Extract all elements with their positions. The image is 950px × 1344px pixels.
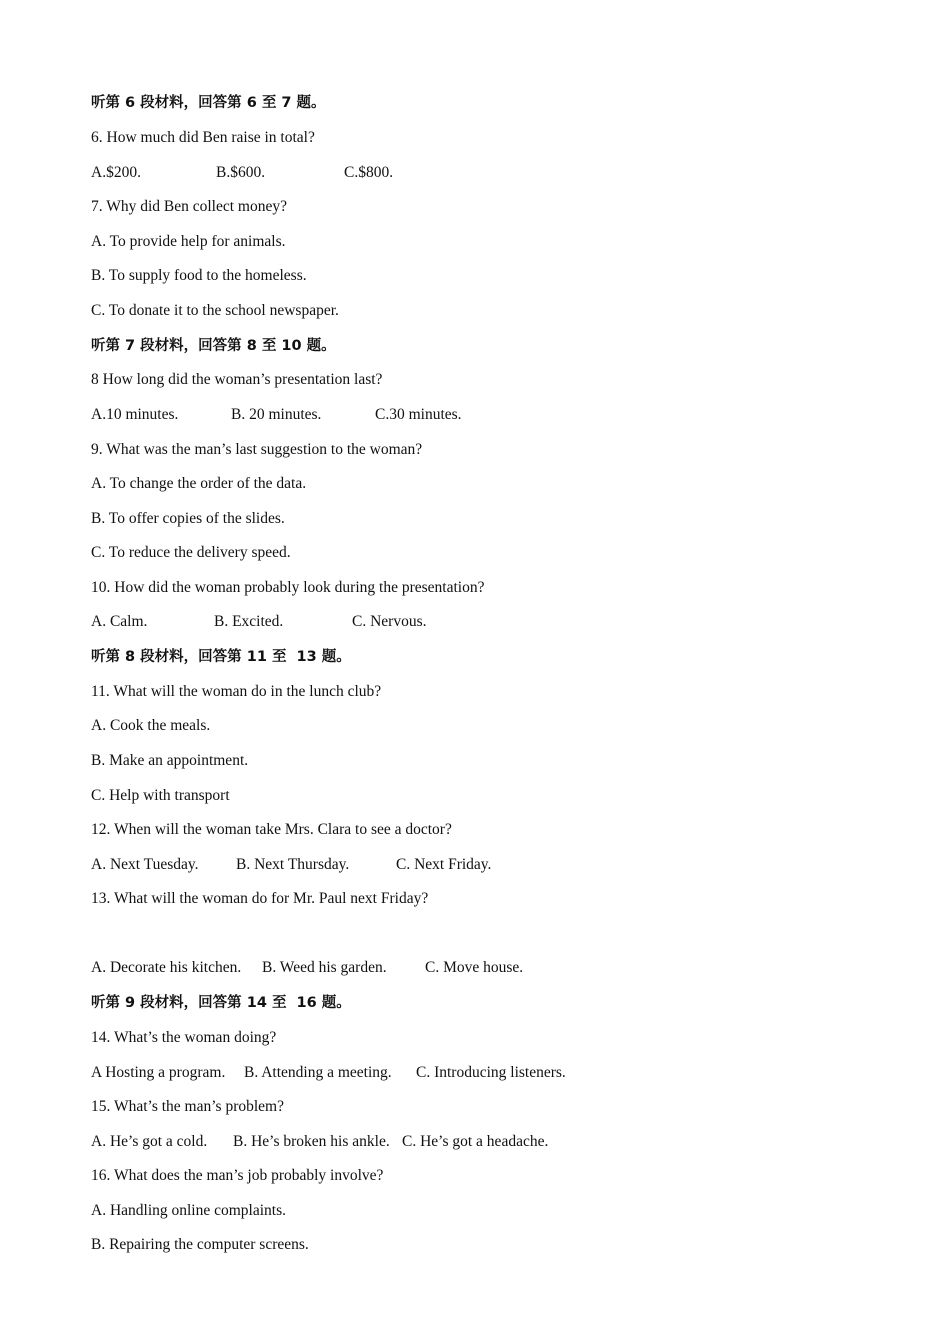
section-heading-8: 听第 8 段材料，回答第 11 至 13 题。 (91, 649, 351, 665)
question-11: 11. What will the woman do in the lunch club? (91, 683, 382, 700)
section-heading-6: 听第 6 段材料，回答第 6 至 7 题。 (91, 95, 326, 111)
q10-option-a: A. Calm. (91, 613, 148, 630)
question-14: 14. What’s the woman doing? (91, 1029, 277, 1046)
q11-option-a: A. Cook the meals. (91, 717, 211, 734)
q13-option-b: B. Weed his garden. (262, 959, 387, 976)
q13-option-a: A. Decorate his kitchen. (91, 959, 242, 976)
q11-option-b: B. Make an appointment. (91, 752, 249, 769)
q12-option-b: B. Next Thursday. (236, 856, 350, 873)
q6-option-b: B.$600. (216, 164, 266, 181)
question-6: 6. How much did Ben raise in total? (91, 129, 315, 146)
q12-option-a: A. Next Tuesday. (91, 856, 199, 873)
q6-option-c: C.$800. (344, 164, 394, 181)
q15-option-b: B. He’s broken his ankle. (233, 1133, 390, 1150)
question-13: 13. What will the woman do for Mr. Paul next Friday? (91, 890, 429, 907)
q16-option-b: B. Repairing the computer screens. (91, 1236, 309, 1253)
q8-option-c: C.30 minutes. (375, 406, 462, 423)
q10-option-b: B. Excited. (214, 613, 284, 630)
q14-option-b: B. Attending a meeting. (244, 1064, 392, 1081)
q13-option-c: C. Move house. (425, 959, 524, 976)
q12-option-c: C. Next Friday. (396, 856, 492, 873)
question-15: 15. What’s the man’s problem? (91, 1098, 284, 1115)
question-10: 10. How did the woman probably look during the presentation? (91, 579, 485, 596)
q14-option-a: A Hosting a program. (91, 1064, 226, 1081)
q9-option-b: B. To offer copies of the slides. (91, 510, 285, 527)
question-9: 9. What was the man’s last suggestion to the woman? (91, 441, 423, 458)
q14-option-c: C. Introducing listeners. (416, 1064, 566, 1081)
q9-option-a: A. To change the order of the data. (91, 475, 307, 492)
question-7: 7. Why did Ben collect money? (91, 198, 287, 215)
question-8: 8 How long did the woman’s presentation last? (91, 371, 383, 388)
question-12: 12. When will the woman take Mrs. Clara to see a doctor? (91, 821, 452, 838)
question-16: 16. What does the man’s job probably involve? (91, 1167, 384, 1184)
q6-option-a: A.$200. (91, 164, 141, 181)
q16-option-a: A. Handling online complaints. (91, 1202, 287, 1219)
q8-option-a: A.10 minutes. (91, 406, 179, 423)
section-heading-9: 听第 9 段材料，回答第 14 至 16 题。 (91, 995, 351, 1011)
section-heading-7: 听第 7 段材料，回答第 8 至 10 题。 (91, 338, 336, 354)
q7-option-b: B. To supply food to the homeless. (91, 267, 307, 284)
q15-option-c: C. He’s got a headache. (402, 1133, 549, 1150)
q9-option-c: C. To reduce the delivery speed. (91, 544, 291, 561)
q7-option-c: C. To donate it to the school newspaper. (91, 302, 339, 319)
q8-option-b: B. 20 minutes. (231, 406, 322, 423)
q15-option-a: A. He’s got a cold. (91, 1133, 208, 1150)
q10-option-c: C. Nervous. (352, 613, 427, 630)
q7-option-a: A. To provide help for animals. (91, 233, 286, 250)
q11-option-c: C. Help with transport (91, 787, 230, 804)
